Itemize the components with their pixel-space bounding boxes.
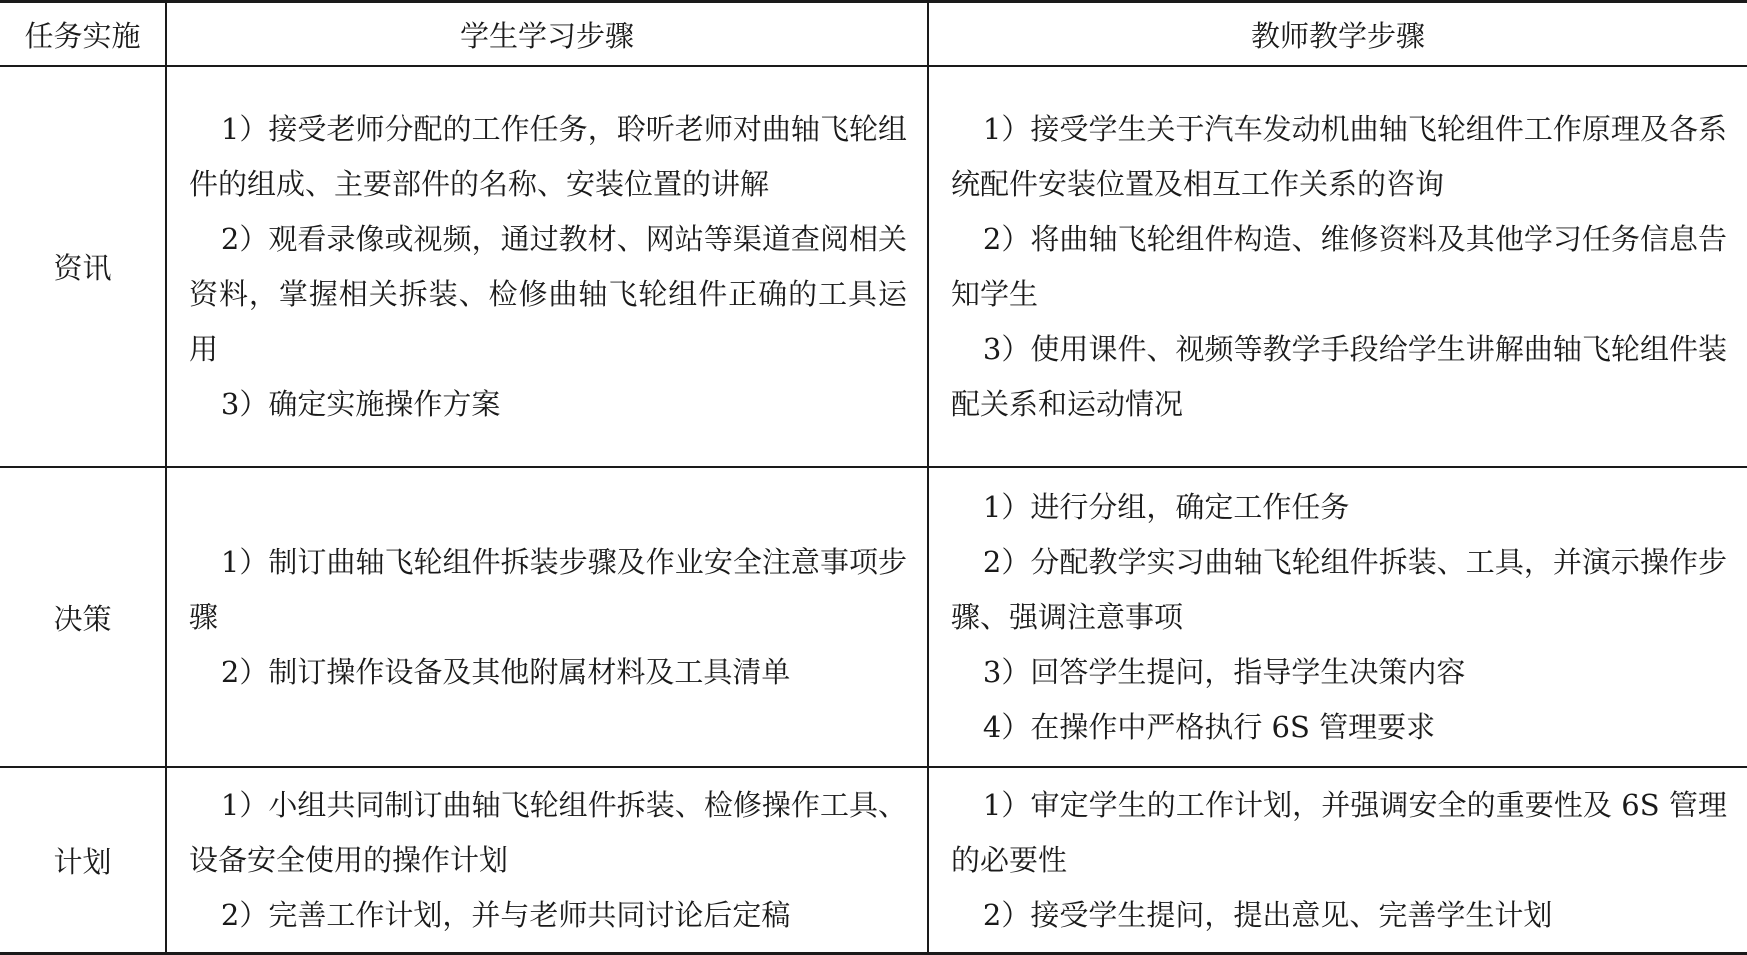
step-item: 2）接受学生提问，提出意见、完善学生计划 bbox=[982, 897, 1553, 932]
student-steps-cell bbox=[166, 467, 928, 767]
step-item: 3）回答学生提问，指导学生决策内容 bbox=[982, 654, 1466, 689]
step-item: 1）制订曲轴飞轮组件拆装步骤及作业安全注意事项步骤 bbox=[189, 544, 907, 634]
phase-cell: 决策 bbox=[0, 467, 166, 767]
step-item: 1）进行分组，确定工作任务 bbox=[982, 489, 1350, 524]
header-student-steps: 学生学习步骤 bbox=[166, 2, 928, 67]
header-teacher-steps: 教师教学步骤 bbox=[928, 2, 1747, 67]
step-item: 2）完善工作计划，并与老师共同讨论后定稿 bbox=[220, 897, 791, 932]
teacher-steps-cell bbox=[928, 66, 1747, 467]
header-row bbox=[0, 2, 1747, 67]
student-steps-cell bbox=[166, 66, 928, 467]
table-row-plan bbox=[0, 767, 1747, 954]
step-item: 3）使用课件、视频等教学手段给学生讲解曲轴飞轮组件装配关系和运动情况 bbox=[951, 331, 1727, 421]
step-item: 1）小组共同制订曲轴飞轮组件拆装、检修操作工具、设备安全使用的操作计划 bbox=[189, 787, 907, 877]
phase-cell: 计划 bbox=[0, 767, 166, 954]
teacher-steps-cell bbox=[928, 767, 1747, 954]
table-row-information bbox=[0, 66, 1747, 467]
step-item: 2）分配教学实习曲轴飞轮组件拆装、工具，并演示操作步骤、强调注意事项 bbox=[951, 544, 1727, 634]
step-item: 1）审定学生的工作计划，并强调安全的重要性及 6S 管理的必要性 bbox=[951, 787, 1727, 877]
phase-cell: 资讯 bbox=[0, 66, 166, 467]
step-item: 2）观看录像或视频，通过教材、网站等渠道查阅相关资料，掌握相关拆装、检修曲轴飞轮组件正确的工具运用 bbox=[189, 221, 907, 366]
step-item: 2）制订操作设备及其他附属材料及工具清单 bbox=[220, 654, 791, 689]
step-item: 1）接受老师分配的工作任务，聆听老师对曲轴飞轮组件的组成、主要部件的名称、安装位置的讲解 bbox=[189, 111, 907, 201]
student-steps-cell bbox=[166, 767, 928, 954]
teacher-steps-cell bbox=[928, 467, 1747, 767]
step-item: 3）确定实施操作方案 bbox=[220, 386, 501, 421]
step-item: 4）在操作中严格执行 6S 管理要求 bbox=[982, 709, 1436, 744]
header-task-implementation: 任务实施 bbox=[0, 2, 166, 67]
step-item: 1）接受学生关于汽车发动机曲轴飞轮组件工作原理及各系统配件安装位置及相互工作关系的咨询 bbox=[951, 111, 1727, 201]
table-row-decision bbox=[0, 467, 1747, 767]
step-item: 2）将曲轴飞轮组件构造、维修资料及其他学习任务信息告知学生 bbox=[951, 221, 1727, 311]
